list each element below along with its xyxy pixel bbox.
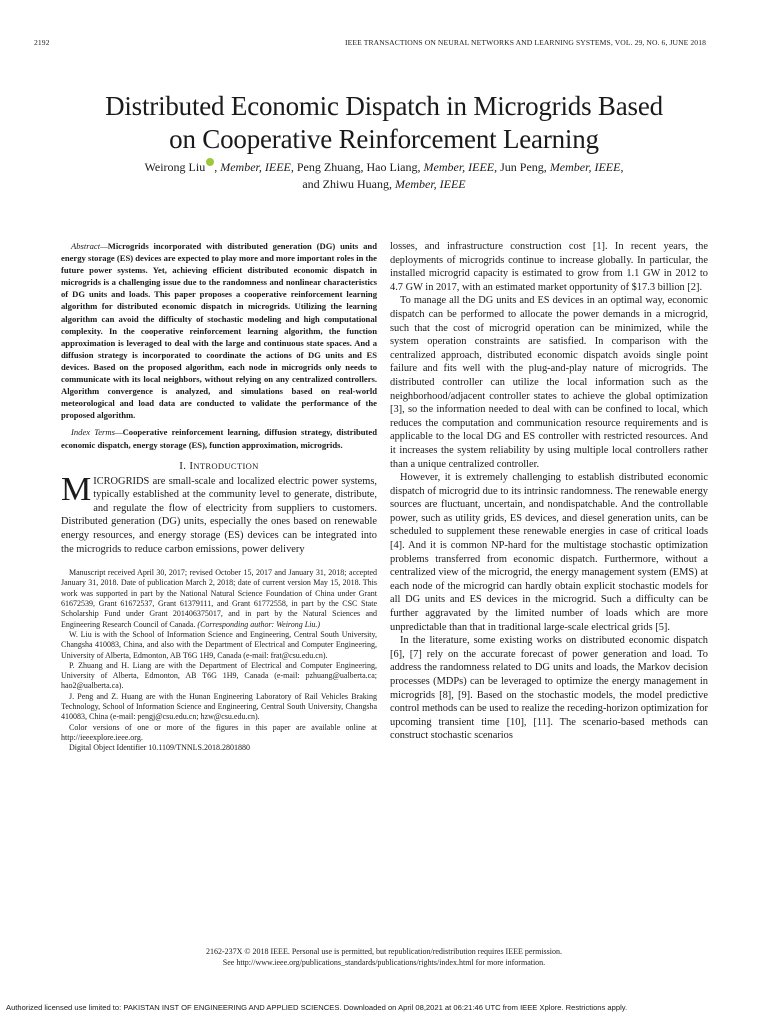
corresponding-author: (Corresponding author: Weirong Liu.)	[197, 619, 321, 629]
footnote-manuscript	[61, 568, 377, 630]
index-terms	[61, 426, 377, 450]
section-numeral: I. I	[179, 459, 194, 472]
abstract-label: Abstract—	[71, 241, 108, 251]
footnote-affiliation: W. Liu is with the School of Information Science and Engineering, Central South University, Changsha 410083, China, and also with the Department of Electrical and Computer Engineering, University of Alberta, Edmonton, AB T6G 1H9, Canada (e-mail: frat@csu.edu.cn).	[61, 629, 377, 660]
intro-text: ICROGRIDS are small-scale and localized electric power systems, typically established at the community level to generate, distribute, and regulate the flow of electricity from suppliers to customers. Distributed generation (DG) units, especially the ones based on renewable energy resources, and energy storage (ES) devices can be integrated into the microgrids to reduce carbon emissions, power delivery	[61, 475, 377, 555]
left-column	[61, 240, 377, 754]
author-list: Weirong Liu , Member, IEEE, Peng Zhuang, Hao Liang, Member, IEEE, Jun Peng, Member, IEEE, and Zhiwu Huang, Member, IEEE	[144, 160, 624, 191]
footnote-manuscript-text: Manuscript received April 30, 2017; revised October 15, 2017 and January 31, 2018; accepted January 31, 2018. Date of publication March 2, 2018; date of current version May 15, 2018. This work was supported in part by the National Natural Science Foundation of China under Grant 61672539, Grant 61672537, Grant 61379111, and Grant 61772558, in part by the CSC State Scholarship Fund under Grant 201406375017, and in part by the Natural Sciences and Engineering Research Council of Canada.	[61, 568, 377, 629]
author-name: Weirong Liu	[144, 160, 206, 174]
orcid-icon[interactable]	[206, 158, 214, 166]
copyright-line-2: See http://www.ieee.org/publications_standards/publications/rights/index.html for more information.	[222, 958, 546, 967]
page-number: 2192	[34, 38, 50, 47]
member-label: Member, IEEE	[395, 177, 466, 191]
author-names: , Jun Peng,	[494, 160, 550, 174]
drop-cap: M	[61, 470, 92, 508]
author-names: , Peng Zhuang, Hao Liang,	[290, 160, 424, 174]
footnote-affiliation: P. Zhuang and H. Liang are with the Department of Electrical and Computer Engineering, University of Alberta, Edmonton, AB T6G 1H9, Canada (e-mail: pzhuang@ualberta.ca; hao2@ualberta.ca).	[61, 660, 377, 691]
license-notice: Authorized licensed use limited to: PAKISTAN INST OF ENGINEERING AND APPLIED SCIENCES. Downloaded on April 08,2021 at 06:21:46 UTC from IEEE Xplore. Restrictions apply.	[6, 1003, 628, 1012]
member-label: Member, IEEE	[220, 160, 291, 174]
copyright-notice	[0, 946, 768, 968]
body-paragraph: However, it is extremely challenging to establish distributed economic dispatch of microgrid due to its intrinsic randomness. The renewable energy sources are fluctuant, uncertain, and nondispatchable. And the controllable power, such as utility grids, ES devices, and diesel generation units, can be scheduled to supplement these renewable energies in case of critical loads [4]. And it is common NP-hard for the multistage stochastic optimization problems transferred from economic dispatch. Furthermore, without a centralized view of the microgrid, the energy management system (EMS) at each node of the microgrid can hardly obtain explicit stochastic models for all DG units and ES devices in the microgrid. Such a difficulty can be further aggravated by the limited number of loads which are more unpredictable than that in traditional large-scale electrical grids [5].	[390, 472, 708, 633]
member-label: Member, IEEE	[423, 160, 495, 174]
footnote-doi: Digital Object Identifier 10.1109/TNNLS.2018.2801880	[69, 743, 251, 753]
title-line-1: Distributed Economic Dispatch in Microgrids Based	[105, 91, 663, 122]
section-title-rest: NTRODUCTION	[193, 460, 259, 471]
footnote-color-note: Color versions of one or more of the figures in this paper are available online at http://ieeexplore.ieee.org.	[61, 722, 377, 742]
footnote-affiliation: J. Peng and Z. Huang are with the Hunan Engineering Laboratory of Rail Vehicles Braking Technology, School of Information Science and Engineering, Central South University, Changsha 410083, China (e-mail: pengj@csu.edu.cn; hzw@csu.edu.cn).	[61, 691, 377, 722]
body-paragraph: To manage all the DG units and ES devices in an optimal way, economic dispatch can be performed to allocate the power demands in a microgrid, such that the cost of microgrid operation can be minimized, while the system operation constraints are satisfied. In comparison with the centralized approach, distributed economic dispatch avoids single point failure and fits well with the plug-and-play nature of microgrids. The distributed controller can utilize the local information such as the neighborhood/adjacent controller states to achieve the global optimization [3], so the information needed to deal with can be confined to local, which reduces the computation and communication resource requirements and is applicable to the local DG and ES controller with restricted resources. And it increases the system reliability by using multiple local controllers rather than a unique centralized controller.	[390, 295, 708, 470]
copyright-line-1: 2162-237X © 2018 IEEE. Personal use is permitted, but republication/redistribution requires IEEE permission.	[205, 947, 562, 956]
paper-title	[30, 90, 738, 156]
intro-paragraph	[61, 470, 377, 557]
body-paragraph: In the literature, some existing works on distributed economic dispatch [6], [7] rely on the accurate forecast of power generation and load. To address the randomness related to DG units and loads, the Markov decision processes (MDPs) can be leveraged to optimize the energy management in microgrids [8], [9]. Based on the stochastic models, the model predictive control methods can be used to realize the receding-horizon optimization for upcoming transient time [10], [11]. The scenario-based methods can construct stochastic scenarios	[390, 635, 708, 742]
index-terms-text: Cooperative reinforcement learning, diffusion strategy, distributed economic dispatch, energy storage (ES), function approximation, microgrids.	[61, 427, 378, 450]
abstract-text: Microgrids incorporated with distributed generation (DG) units and energy storage (ES) devices are expected to play more and more important roles in the future power systems. Yet, achieving efficient distributed economic dispatch in microgrids is a challenging issue due to the randomness and nonlinear characteristics of DG units and loads. This paper proposes a cooperative reinforcement learning algorithm for distributed economic dispatch in microgrids. Utilizing the learning algorithm can avoid the difficulty of stochastic modeling and high computational complexity. In the cooperative reinforcement learning algorithm, the function approximation is leveraged to deal with the large and continuous state spaces. And a diffusion strategy is incorporated to coordinate the actions of DG units and ES devices. Based on the proposed algorithm, each node in microgrids only needs to communicate with its local neighbors, without relying on any centralized controllers. Algorithm convergence is analyzed, and simulations based on real-world meteorological and load data are conducted to validate the performance of the proposed algorithm.	[61, 241, 377, 421]
author-names: and Zhiwu Huang,	[302, 177, 395, 191]
abstract	[61, 240, 377, 421]
right-column	[390, 240, 708, 743]
member-label: Member, IEEE	[549, 160, 621, 174]
title-line-2: on Cooperative Reinforcement Learning	[169, 124, 599, 155]
section-heading	[61, 460, 377, 472]
index-terms-label: Index Terms—	[71, 427, 123, 438]
body-paragraph: losses, and infrastructure construction cost [1]. In recent years, the deployments of microgrids continue to increase globally. In particular, the installed microgrid capacity is estimated to grow from 1.1 GW in 2012 to 4.7 GW in 2017, with an estimated market opportunity of $17.3 billion [2].	[390, 241, 708, 293]
footnotes	[61, 568, 377, 753]
journal-header: IEEE TRANSACTIONS ON NEURAL NETWORKS AND LEARNING SYSTEMS, VOL. 29, NO. 6, JUNE 2018	[345, 38, 706, 47]
